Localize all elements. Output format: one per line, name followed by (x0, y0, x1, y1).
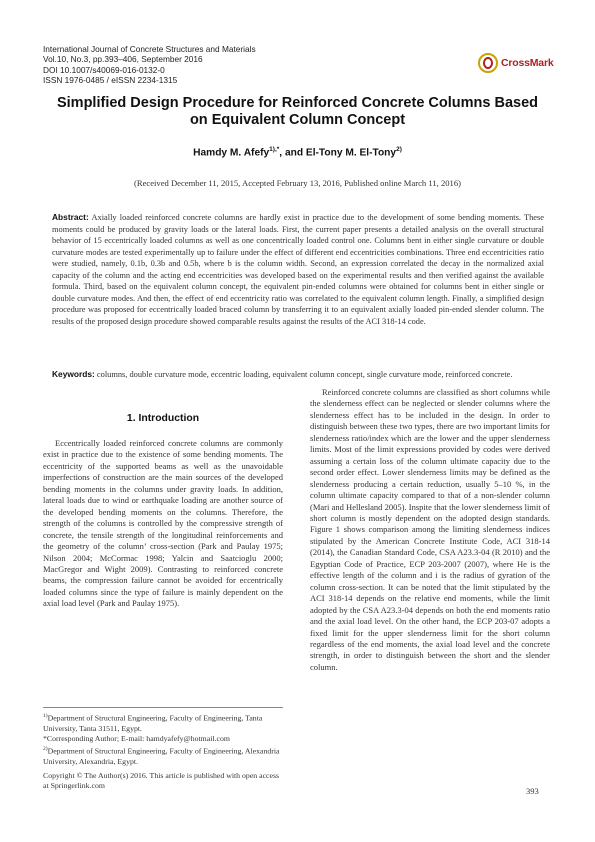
footnote-1-text: Department of Structural Engineering, Faculty of Engineering, Tanta University, Tanta 31511, Egypt. (43, 713, 263, 733)
keywords (52, 369, 544, 380)
column-left-paragraph: Eccentrically loaded reinforced concrete columns are commonly exist in practice due to the existence of some bending moments. The eccentricity of the supported beams as well as the unavoidable imperfections of construction are the main sources of the developed bending moments in the columns under gravity loads. In addition, lateral loads due to wind or earthquake loading are another source of the developed bending moments on the columns. Therefore, the strength of the columns is controlled by the compressive strength of concrete, the tensile strength of the longitudinal reinforcements and the geometry of the column’ cross-section (Park and Paulay 1975; Nilson 2004; McCormac 1998; Yalcin and Saatcioglu 2000; MacGregor and Wight 2009). Contrasting to reinforced concrete beams, the compression failure cannot be avoided for eccentrically loaded columns since the type of failure is mainly dependent on the axial load level (Park and Paulay 1975). (43, 438, 283, 609)
journal-name: International Journal of Concrete Structures and Materials (43, 44, 256, 54)
author-2: El-Tony M. El-Tony (305, 147, 397, 159)
title-line-2: on Equivalent Column Concept (189, 112, 406, 128)
abstract-text: Axially loaded reinforced concrete columns are hardly exist in practice due to the development of some bending moments. These moments could be produced by gravity loads or the lateral loads. First, the current paper presents a detailed analysis on the overall structural behavior of 15 eccentrically loaded columns as well as one concentrically loaded control one. Columns bent in either single curvature or double curvature modes are tested experimentally up to failure under the effect of different end eccentricities combinations. Three end eccentricities ratio were studied, namely, 0.1b, 0.3b and 0.5b, where b is the column width. Second, an expression correlated the decay in the normalized axial capacity of the column and the acting end eccentricities was developed based on the experimental results and then verified against the available formula. Third, based on the equivalent column concept, the equivalent pin-ended columns were obtained for columns bent in either single or double curvature modes. And then, the effect of end eccentricity ratio was correlated to the equivalent column length. Finally, a simplified design procedure was proposed for eccentrically loaded braced column by transferring it to an equivalent axially loaded pin-ended slender column. The results of the proposed design procedure showed comparable results against the results of the ACI 318-14 code. (52, 213, 544, 326)
footnotes (43, 711, 283, 791)
doi[interactable]: DOI 10.1007/s40069-016-0132-0 (43, 64, 165, 75)
title-line-1: Simplified Design Procedure for Reinforced Concrete Columns Based (56, 95, 538, 111)
footnote-divider (43, 707, 283, 708)
publication-dates: (Received December 11, 2015, Accepted February 13, 2016, Published online March 11, 2016) (133, 178, 462, 188)
copyright-notice: Copyright © The Author(s) 2016. This article is published with open access at Springerlink.com (43, 770, 280, 790)
journal-header (43, 44, 256, 86)
issn: ISSN 1976-0485 / eISSN 2234-1315 (43, 75, 178, 86)
author-list (40, 146, 555, 158)
footnote-1-mark: 1) (43, 713, 48, 719)
footnote-affiliation-1 (43, 711, 283, 734)
crossmark-icon (478, 53, 498, 73)
footnote-2-text: Department of Structural Engineering, Faculty of Engineering, Alexandria University, Alexandria, Egypt. (43, 747, 280, 767)
keywords-label: Keywords: (52, 369, 95, 379)
footnote-corresponding-author[interactable]: *Corresponding Author; E-mail: hamdyafefy@hotmail.com (43, 734, 230, 744)
footnote-affiliation-2 (43, 744, 283, 767)
footnote-2-mark: 2) (43, 746, 48, 753)
section-heading-introduction: 1. Introduction (126, 413, 200, 424)
page-number: 393 (526, 786, 539, 796)
volume-info: Vol.10, No.3, pp.393–406, September 2016 (43, 54, 203, 65)
crossmark-label: CrossMark (501, 57, 554, 69)
crossmark-badge[interactable] (478, 53, 560, 75)
abstract-label: Abstract: (52, 212, 89, 222)
abstract (52, 212, 544, 327)
author-separator: , and (279, 147, 306, 159)
author-1-affiliation-mark: 1),* (269, 146, 280, 153)
paper-title (40, 95, 555, 129)
keywords-text: columns, double curvature mode, eccentric loading, equivalent column concept, single curvature mode, reinforced concrete. (96, 370, 513, 379)
column-right-paragraph: Reinforced concrete columns are classified as short columns while the slenderness effect can be neglected or slender columns where the slenderness effect has to be included in the design. In order to distinguish between these two types, there are two important limits for slenderness ratio/index which are the lower and the upper slenderness limits. Most of the limit expressions provided by codes were derived assuming a certain loss of the column ultimate capacity due to the second order effect. Lower slenderness limits may be defined as the slenderness producing a certain reduction, usually 5–10 %, in the column ultimate capacity compared to that of a non-slender column (Mari and Hellesland 2005). Inspite that the lower slenderness limit of short column is mostly dependent on the adopted design standards. Figure 1 shows comparison among the limiting slenderness indices stipulated by the American Concrete Institute Code, ACI 318-14 (2014), the Canadian Standard Code, CSA A23.3-04 (R 2010) and the Egyptian Code of Practice, ECP 203-2007 (2007), where He is the effective length of the column and i is the radius of gyration of the column cross-section. It can be noted that the limit stipulated by the ACI 318-14 depends on the relative end moments, while the limit adopted by the CSA A23.3-04 depends on both the end moments ratio and the axial load level. On the other hand, the ECP 203-07 adopts a fixed limit for the upper slenderness limit for the short column regardless of the end moments, the axial load level and the concrete strength, in order to distinguish between the short and the slender column. (310, 387, 550, 672)
author-2-affiliation-mark: 2) (396, 146, 402, 153)
author-1: Hamdy M. Afefy (193, 147, 270, 159)
